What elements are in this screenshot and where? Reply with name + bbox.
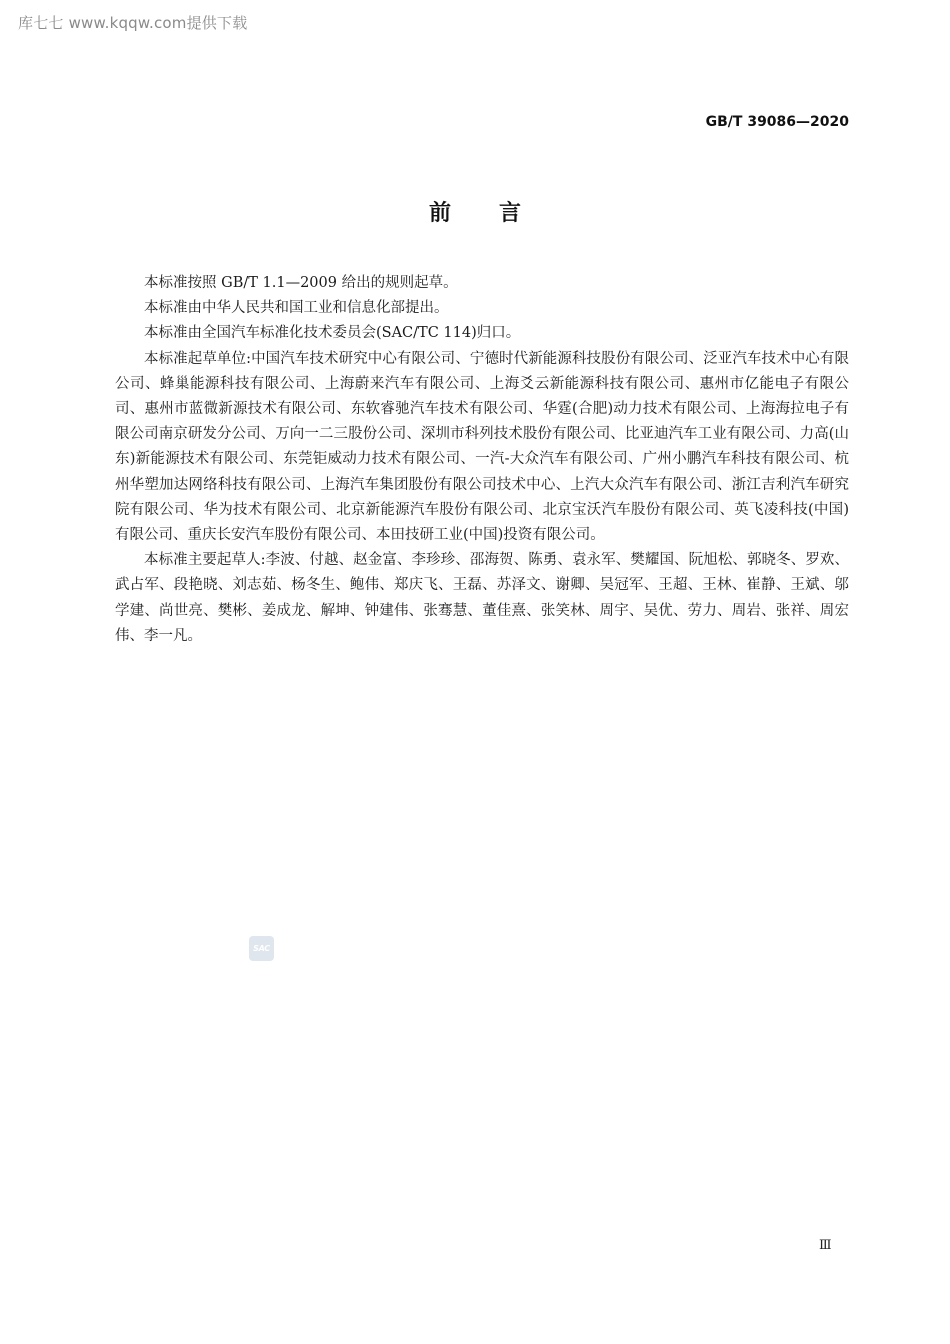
download-watermark: 库七七 www.kqqw.com提供下载 bbox=[18, 14, 248, 32]
foreword-body bbox=[115, 271, 849, 649]
paragraph-proposer: 本标准由中华人民共和国工业和信息化部提出。 bbox=[144, 300, 449, 317]
page-number: Ⅲ bbox=[819, 1238, 832, 1253]
paragraph-drafting-units: 本标准起草单位:中国汽车技术研究中心有限公司、宁德时代新能源科技股份有限公司、泛亚汽车技术中心有限公司、蜂巢能源科技有限公司、上海蔚来汽车有限公司、上海爻云新能源科技有限公司、惠州市亿能电子有限公司、惠州市蓝微新源技术有限公司、东软睿驰汽车技术有限公司、华霆(合肥)动力技术有限公司、上海海拉电子有限公司南京研发分公司、万向一二三股份公司、深圳市科列技术股份有限公司、比亚迪汽车工业有限公司、力高(山东)新能源技术有限公司、东莞钜威动力技术有限公司、一汽-大众汽车有限公司、广州小鹏汽车科技有限公司、杭州华塑加达网络科技有限公司、上海汽车集团股份有限公司技术中心、上汽大众汽车有限公司、浙江吉利汽车研究院有限公司、华为技术有限公司、北京新能源汽车股份有限公司、北京宝沃汽车股份有限公司、英飞凌科技(中国)有限公司、重庆长安汽车股份有限公司、本田技研工业(中国)投资有限公司。 bbox=[115, 350, 849, 544]
paragraph-drafting-rules: 本标准按照 GB/T 1.1—2009 给出的规则起草。 bbox=[144, 275, 458, 291]
sac-logo-icon: SAC bbox=[249, 936, 274, 961]
page-title: 前言 bbox=[428, 201, 569, 226]
paragraph-responsible-committee: 本标准由全国汽车标准化技术委员会(SAC/TC 114)归口。 bbox=[144, 325, 521, 342]
standard-code: GB/T 39086—2020 bbox=[705, 114, 849, 130]
paragraph-drafters: 本标准主要起草人:李波、付越、赵金富、李珍珍、邵海贺、陈勇、袁永军、樊耀国、阮旭松、郭晓冬、罗欢、武占军、段艳晓、刘志茹、杨冬生、鲍伟、郑庆飞、王磊、苏泽文、谢卿、吴冠军、王超、王林、崔静、王斌、邬学建、尚世亮、樊彬、姜成龙、解坤、钟建伟、张骞慧、董佳熹、张笑林、周宇、吴优、劳力、周岩、张祥、周宏伟、李一凡。 bbox=[115, 552, 849, 644]
